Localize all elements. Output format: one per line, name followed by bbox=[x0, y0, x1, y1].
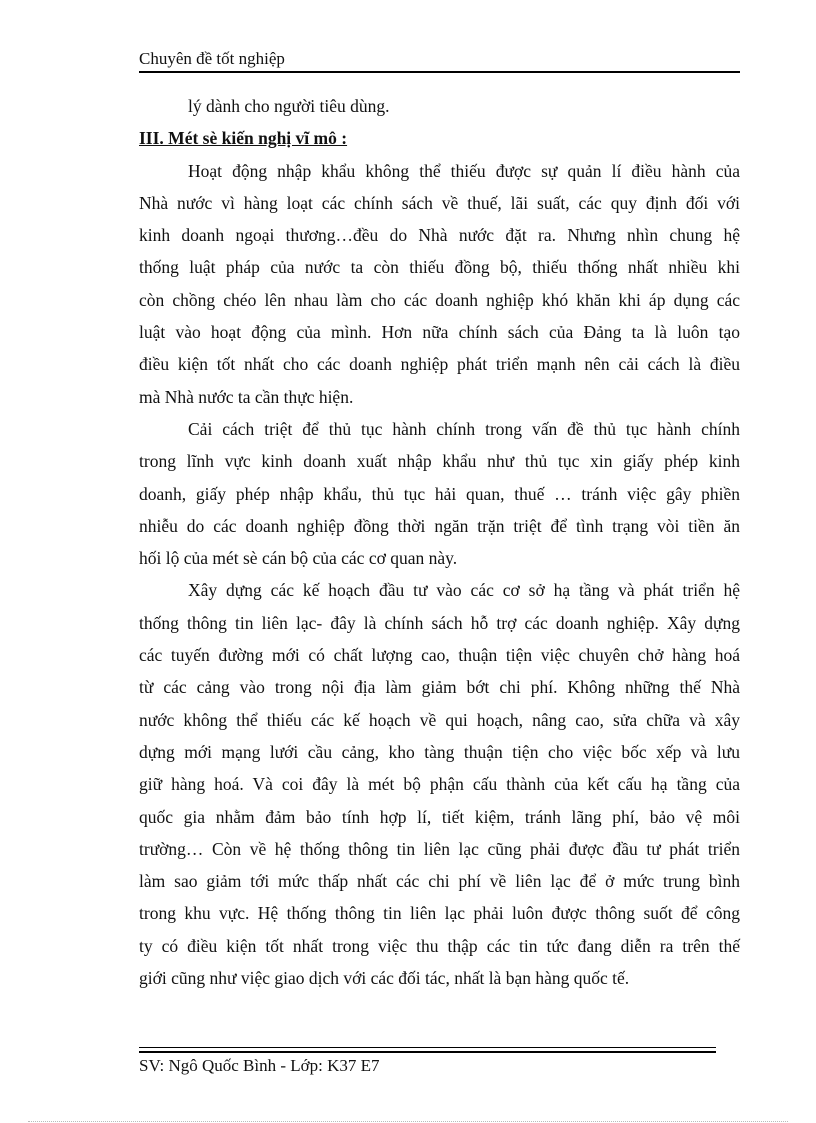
paragraph bbox=[139, 413, 740, 574]
paragraph-line: doanh, giấy phép nhập khẩu, thủ tục hải quan, thuế … tránh việc gây phiền bbox=[139, 483, 740, 504]
footer-rule-thin bbox=[139, 1047, 716, 1048]
paragraph bbox=[139, 155, 740, 413]
paragraph-line: Nhà nước vì hàng loạt các chính sách về thuế, lãi suất, các quy định đối với bbox=[139, 192, 740, 213]
paragraph-line: Hoạt động nhập khẩu không thể thiếu được sự quản lí điều hành của bbox=[188, 160, 740, 181]
paragraph-line: các tuyến đường mới có chất lượng cao, thuận tiện việc chuyên chở hàng hoá bbox=[139, 645, 740, 666]
paragraph-line: trường… Còn về hệ thống thông tin liên lạc cũng phải được đầu tư phát triển bbox=[139, 838, 740, 859]
page-edge-divider bbox=[28, 1121, 788, 1122]
paragraph-line: thống luật pháp của nước ta còn thiếu đồng bộ, thiếu thống nhất nhiều khi bbox=[139, 257, 740, 278]
paragraph-line: hối lộ của mét sè cán bộ của các cơ quan này. bbox=[139, 548, 458, 569]
paragraph-line: mà Nhà nước ta cần thực hiện. bbox=[139, 386, 354, 407]
footer-text: SV: Ngô Quốc Bình - Lớp: K37 E7 bbox=[139, 1056, 380, 1075]
paragraph bbox=[139, 574, 740, 994]
paragraphs bbox=[139, 155, 740, 995]
paragraph-line: thống thông tin liên lạc- đây là chính sách hỗ trợ các doanh nghiệp. Xây dựng bbox=[139, 612, 740, 633]
paragraph-line: quốc gia nhằm đảm bảo tính hợp lí, tiết kiệm, tránh lãng phí, bảo vệ môi bbox=[139, 806, 740, 827]
paragraph-line: luật vào hoạt động của mình. Hơn nữa chính sách của Đảng ta là luôn tạo bbox=[139, 322, 740, 343]
paragraph-line: Cải cách triệt để thủ tục hành chính trong vấn đề thủ tục hành chính bbox=[188, 418, 740, 439]
page-footer bbox=[139, 1055, 380, 1077]
paragraph-line: kinh doanh ngoại thương…đều do Nhà nước đặt ra. Nhưng nhìn chung hệ bbox=[139, 225, 740, 246]
page-header bbox=[139, 48, 740, 73]
paragraph-line: còn chồng chéo lên nhau làm cho các doanh nghiệp khó khăn khi áp dụng các bbox=[139, 289, 740, 310]
paragraph-line: trong lĩnh vực kinh doanh xuất nhập khẩu như thủ tục xin giấy phép kinh bbox=[139, 451, 740, 472]
intro-line: lý dành cho người tiêu dùng. bbox=[188, 96, 390, 116]
paragraph-line: trong khu vực. Hệ thống thông tin liên lạc phải luôn được thông suốt để công bbox=[139, 903, 740, 924]
paragraph-line: giữ hàng hoá. Và coi đây là mét bộ phận cấu thành của kết cấu hạ tầng của bbox=[139, 774, 740, 795]
paragraph-line: nhiễu do các doanh nghiệp đồng thời ngăn trặn triệt để tình trạng vòi tiền ăn bbox=[139, 515, 740, 536]
document-body bbox=[139, 90, 740, 994]
header-title: Chuyên đề tốt nghiệp bbox=[139, 49, 285, 68]
paragraph-line: giới cũng như việc giao dịch với các đối tác, nhất là bạn hàng quốc tế. bbox=[139, 968, 630, 989]
section-heading: III. Mét sè kiến nghị vĩ mô : bbox=[139, 128, 348, 149]
paragraph-line: điều kiện tốt nhất cho các doanh nghiệp phát triển mạnh nên cải cách là điều bbox=[139, 354, 740, 375]
paragraph-line: từ các cảng vào trong nội địa làm giảm bớt chi phí. Không những thế Nhà bbox=[139, 677, 740, 698]
paragraph-line: nước không thể thiếu các kế hoạch về qui hoạch, nâng cao, sửa chữa và xây bbox=[139, 709, 740, 730]
paragraph-line: làm sao giảm tới mức thấp nhất các chi phí về liên lạc để ở mức trung bình bbox=[139, 871, 740, 892]
paragraph-line: ty có điều kiện tốt nhất trong việc thu thập các tin tức đang diễn ra trên thế bbox=[139, 935, 740, 956]
footer-rule-thick bbox=[139, 1051, 716, 1053]
paragraph-line: dựng mới mạng lưới cầu cảng, kho tàng thuận tiện cho việc bốc xếp và lưu bbox=[139, 741, 740, 762]
paragraph-line: Xây dựng các kế hoạch đầu tư vào các cơ sở hạ tầng và phát triển hệ bbox=[188, 580, 740, 601]
